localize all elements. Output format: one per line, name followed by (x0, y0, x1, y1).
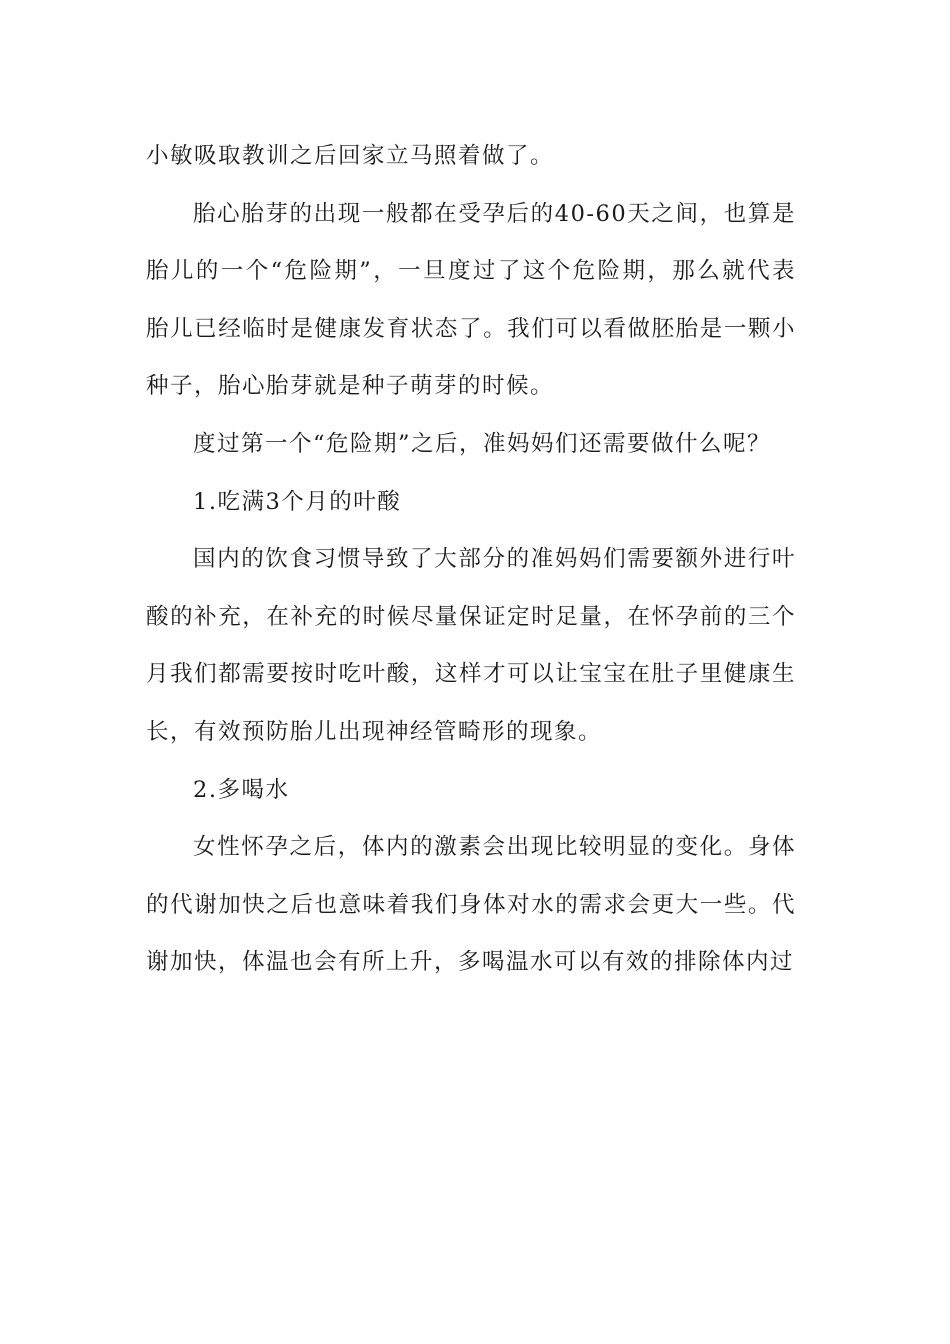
text-line: 酸的补充，在补充的时候尽量保证定时足量，在怀孕前的三个 (146, 603, 796, 630)
text-line: 度过第一个“危险期”之后，准妈妈们还需要做什么呢？ (193, 430, 772, 457)
text-line: 的代谢加快之后也意味着我们身体对水的需求会更大一些。代 (146, 891, 796, 918)
text-line: 小敏吸取教训之后回家立马照着做了。 (146, 143, 555, 169)
text-line: 国内的饮食习惯导致了大部分的准妈妈们需要额外进行叶 (193, 546, 796, 573)
text-line: 胎儿已经临时是健康发育状态了。我们可以看做胚胎是一颗小 (146, 315, 796, 342)
section-heading-folic-acid (146, 474, 796, 532)
paragraph-water (146, 819, 796, 992)
paragraph-fetal-heart (146, 186, 796, 416)
text-line: 女性怀孕之后，体内的激素会出现比较明显的变化。身体 (193, 834, 796, 861)
text-line: 胎儿的一个“危险期”，一旦度过了这个危险期，那么就代表 (146, 258, 796, 285)
text-line: 种子，胎心胎芽就是种子萌芽的时候。 (146, 373, 555, 400)
document-body (146, 128, 796, 992)
paragraph-folic-acid (146, 531, 796, 761)
text-line: 月我们都需要按时吃叶酸，这样才可以让宝宝在肚子里健康生 (146, 661, 796, 688)
text-line: 谢加快，体温也会有所上升，多喝温水可以有效的排除体内过 (146, 949, 795, 976)
paragraph-question (146, 416, 796, 474)
text-line: 1.吃满3个月的叶酸 (193, 488, 402, 515)
paragraph-intro-continuation (146, 128, 796, 186)
section-heading-water (146, 762, 796, 820)
text-line: 胎心胎芽的出现一般都在受孕后的40-60天之间，也算是 (193, 200, 796, 227)
text-line: 长，有效预防胎儿出现神经管畸形的现象。 (146, 718, 603, 745)
text-line: 2.多喝水 (193, 776, 290, 803)
